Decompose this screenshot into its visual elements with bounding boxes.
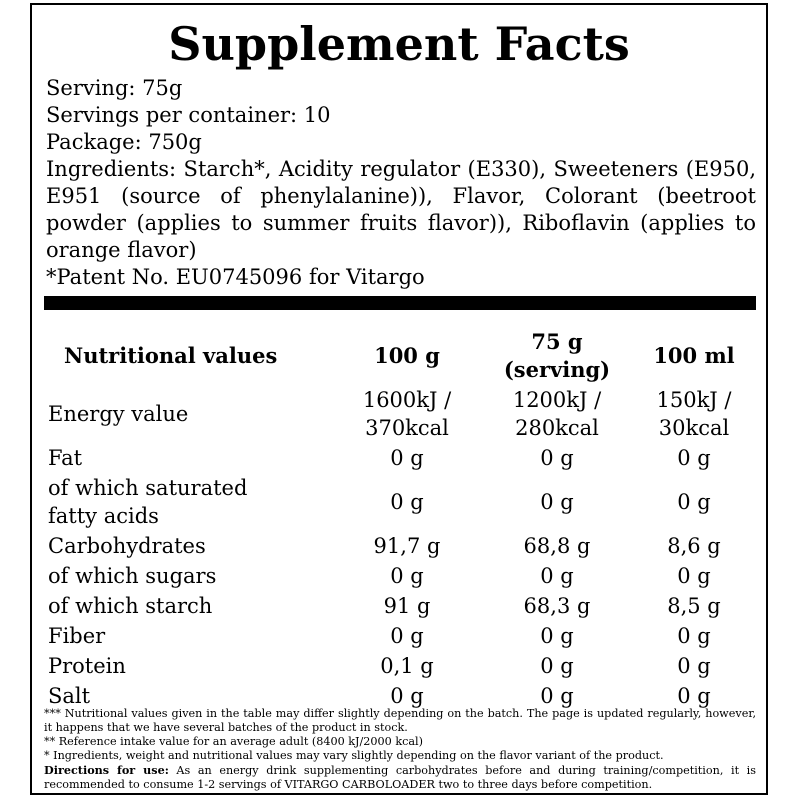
- value-per-100ml-line: 0 g: [677, 564, 711, 588]
- value-per-serving-line: 1200kJ /: [512, 388, 602, 412]
- patent-note: *Patent No. EU0745096 for Vitargo: [46, 265, 425, 289]
- serving-size: Serving: 75g: [46, 76, 183, 100]
- header-serving-line2: (serving): [503, 357, 611, 382]
- value-per-100g: [332, 651, 482, 681]
- nutrient-name: [44, 651, 332, 681]
- value-per-100g: [332, 473, 482, 531]
- nutrient-name-line: Fat: [48, 446, 83, 470]
- nutrient-name-line: fatty acids: [48, 504, 159, 528]
- nutrient-name: [44, 561, 332, 591]
- value-per-100g-line: 91 g: [383, 594, 431, 618]
- nutrient-name-line: of which sugars: [48, 564, 217, 588]
- value-per-100g-line: 0 g: [390, 490, 424, 514]
- nutrient-name-line: Fiber: [48, 624, 106, 648]
- footnote-batch: *** Nutritional values given in the table may differ slightly depending on the batch. The page is updated regularly, however, it happens that we have several batches of the product in stock.: [44, 707, 756, 734]
- value-per-100g: [332, 591, 482, 621]
- value-per-100g-line: 0 g: [390, 564, 424, 588]
- table-row: [44, 591, 756, 621]
- value-per-100ml: [632, 621, 756, 651]
- value-per-100g-line: 370kcal: [365, 416, 449, 440]
- value-per-serving-line: 0 g: [540, 490, 574, 514]
- nutrient-name: [44, 385, 332, 443]
- header-serving: [482, 327, 632, 385]
- nutrient-name-line: of which saturated: [48, 476, 248, 500]
- table-row: [44, 561, 756, 591]
- value-per-100ml-line: 8,6 g: [667, 534, 721, 558]
- page-title: Supplement Facts: [168, 17, 630, 71]
- header-100ml: 100 ml: [653, 343, 735, 368]
- nutrient-name-line: Carbohydrates: [48, 534, 206, 558]
- value-per-serving-line: 0 g: [540, 564, 574, 588]
- value-per-serving: [482, 443, 632, 473]
- value-per-serving-line: 0 g: [540, 446, 574, 470]
- value-per-100ml-line: 8,5 g: [667, 594, 721, 618]
- value-per-100ml-line: 150kJ /: [656, 388, 732, 412]
- value-per-serving-line: 68,8 g: [523, 534, 591, 558]
- value-per-100g: [332, 531, 482, 561]
- table-row: [44, 473, 756, 531]
- value-per-100ml: [632, 385, 756, 443]
- table-row: [44, 531, 756, 561]
- value-per-100g: [332, 385, 482, 443]
- value-per-100ml-line: 0 g: [677, 446, 711, 470]
- header-nutritional-values: Nutritional values: [64, 343, 278, 368]
- value-per-100g-line: 0 g: [390, 446, 424, 470]
- value-per-serving: [482, 385, 632, 443]
- directions-for-use: [44, 763, 756, 792]
- nutrient-name-line: Salt: [48, 684, 91, 708]
- product-info: [46, 75, 756, 291]
- table-row: [44, 385, 756, 443]
- nutrient-name: [44, 621, 332, 651]
- value-per-100ml-line: 0 g: [677, 490, 711, 514]
- value-per-100g-line: 0 g: [390, 684, 424, 708]
- value-per-100ml-line: 0 g: [677, 654, 711, 678]
- table-header-row: [44, 327, 756, 385]
- value-per-serving-line: 0 g: [540, 624, 574, 648]
- value-per-100g: [332, 561, 482, 591]
- value-per-100ml-line: 30kcal: [658, 416, 730, 440]
- nutrient-name: [44, 443, 332, 473]
- separator-bar: [44, 296, 756, 310]
- table-row: [44, 621, 756, 651]
- value-per-100g-line: 1600kJ /: [362, 388, 452, 412]
- nutrient-name: [44, 473, 332, 531]
- header-serving-line1: 75 g: [531, 329, 583, 354]
- directions-label: Directions for use:: [44, 763, 169, 777]
- value-per-serving: [482, 561, 632, 591]
- value-per-serving: [482, 651, 632, 681]
- value-per-serving: [482, 591, 632, 621]
- value-per-100ml-line: 0 g: [677, 684, 711, 708]
- value-per-100g: [332, 443, 482, 473]
- nutrient-name: [44, 531, 332, 561]
- table-row: [44, 651, 756, 681]
- nutrient-name-line: of which starch: [48, 594, 213, 618]
- value-per-serving-line: 0 g: [540, 654, 574, 678]
- footnote-flavor-variation: * Ingredients, weight and nutritional values may vary slightly depending on the flavor variant of the product.: [44, 749, 664, 762]
- value-per-100ml: [632, 531, 756, 561]
- servings-per-container: Servings per container: 10: [46, 103, 331, 127]
- value-per-100ml-line: 0 g: [677, 624, 711, 648]
- nutrient-name: [44, 591, 332, 621]
- value-per-100ml: [632, 443, 756, 473]
- value-per-100g: [332, 621, 482, 651]
- supplement-facts-panel: [30, 3, 768, 795]
- value-per-100g-line: 0,1 g: [380, 654, 434, 678]
- nutrition-table-body: [44, 385, 756, 711]
- value-per-100ml: [632, 561, 756, 591]
- value-per-serving-line: 0 g: [540, 684, 574, 708]
- nutrition-table: [44, 327, 756, 711]
- ingredients-text: Ingredients: Starch*, Acidity regulator (E330), Sweeteners (E950, E951 (source of phenylalanine)), Flavor, Colorant (beetroot powder (applies to summer fruits flavor)), Riboflavin (applies to orange flavor): [46, 157, 756, 262]
- value-per-100ml: [632, 651, 756, 681]
- value-per-100g-line: 0 g: [390, 624, 424, 648]
- value-per-serving: [482, 531, 632, 561]
- header-100g: 100 g: [374, 343, 440, 368]
- package-size: Package: 750g: [46, 130, 202, 154]
- footnote-reference-intake: ** Reference intake value for an average adult (8400 kJ/2000 kcal): [44, 735, 423, 748]
- value-per-100ml: [632, 473, 756, 531]
- value-per-serving-line: 280kcal: [515, 416, 599, 440]
- directions-text: As an energy drink supplementing carbohydrates before and during training/competition, it is recommended to consume 1-2 servings of VITARGO CARBOLOADER two to three days before competition.: [44, 764, 756, 791]
- value-per-serving: [482, 473, 632, 531]
- table-row: [44, 443, 756, 473]
- nutrient-name-line: Protein: [48, 654, 126, 678]
- value-per-serving-line: 68,3 g: [523, 594, 591, 618]
- value-per-100ml: [632, 591, 756, 621]
- footnotes: [44, 707, 756, 792]
- nutrient-name-line: Energy value: [48, 402, 189, 426]
- value-per-100g-line: 91,7 g: [373, 534, 441, 558]
- value-per-serving: [482, 621, 632, 651]
